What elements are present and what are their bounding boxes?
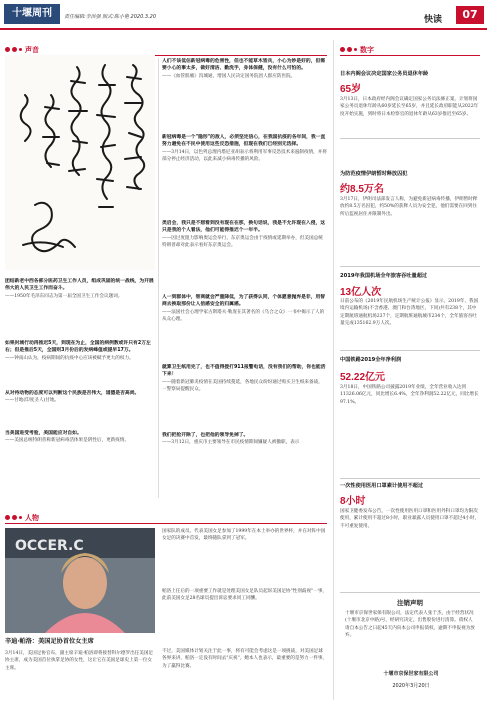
- quote-text: 如果封城行动再推迟5天，到现在为止，全国的病例数或许只有2万左右；但是推后5天，全国则3月份后的发病峰值或提早17万。: [5, 341, 151, 354]
- item-divider: [340, 266, 480, 267]
- figures-section-title: 数字: [360, 45, 374, 54]
- quote-text: 团结新老中西各部分医药卫生工作人员，组成巩固的统一战线，为开展伟大的人民卫生工作而奋斗。: [5, 279, 154, 292]
- quote-block-5: [162, 58, 327, 128]
- people-text-4: [162, 648, 327, 700]
- figure-text: 3月17日，伊朗司法部发言人称，为避免新冠病毒传播，伊朗暂时释放约8.5万名囚犯，约50%的获释人员为安全犯，他们需要在回到住所后监视居住并限制外出。: [340, 197, 478, 217]
- item-divider: [340, 478, 480, 479]
- figure-number: 65岁: [340, 84, 362, 95]
- quote-source: ——随着新冠肺炎疫情在美国持续蔓延，各地民众纷纷通过购买卫生纸来备战，一警察局提醒民众。: [162, 379, 323, 393]
- quote-source: ——1950年毛泽东同志为第一届全国卫生工作会议题词。: [5, 293, 123, 299]
- page-number: 07: [456, 6, 484, 24]
- article-paragraph: 帕洛上任后的一项重要工作就是处理美国女足队员起诉美国足协"性别歧视"一事，此前美国女足28名球员提出诉讼要求同工同酬。: [162, 589, 327, 602]
- notice-title: 注销声明: [397, 599, 423, 607]
- figure-text: 国家卫健委发布公告，一次性使用医用口罩和医用外科口罩均为限次使用，累计使用不超过8小时，职业暴露人员使用口罩不超过4小时，不可重复使用。: [340, 509, 480, 529]
- item-divider: [340, 592, 480, 593]
- quote-block-3: [5, 390, 155, 424]
- people-section-header: [5, 512, 327, 524]
- figure-number: 13亿人次: [340, 287, 382, 298]
- quote-block-1: [5, 278, 155, 318]
- item-divider: [340, 350, 480, 351]
- quote-text: 类启会，我只是不想看到没有现在在那，换句话说，我是不允许现在入侵，这只是我的个人看法，他们可能得推迟个一年半。: [162, 221, 326, 234]
- quote-source: ——《血管肌瘤》沟城通，增国人民决定国务院团人群应防医院。: [162, 73, 296, 79]
- notice-date: 2020年3月20日: [392, 683, 430, 689]
- bullet-dots-icon: [5, 47, 22, 52]
- item-divider: [340, 138, 480, 139]
- figure-head: 日本内阁会议决定国家公务员退休年龄: [340, 71, 429, 77]
- quote-block-10: [162, 432, 327, 496]
- quote-block-6: [162, 134, 327, 216]
- bullet-dots-icon: [5, 515, 22, 520]
- quote-block-8: [162, 294, 327, 360]
- figure-head: 中国铁路2019全年净利润: [340, 357, 402, 363]
- bullet-dots-icon: [340, 47, 357, 52]
- column-divider: [158, 58, 159, 498]
- quote-text: 人一到群体中，智商就会严重降低，为了获得认同，个体愿意抛弃是非，用智商去换取那份让人倍感安全的归属感。: [162, 295, 326, 308]
- svg-text:OCCER.C: OCCER.C: [15, 538, 84, 554]
- quote-source: ——因过度阻力影响奥运会举行，东京奥运会由于疫情或延期举办，但美国总统特朗普却对此表示看好东京奥运会。: [162, 235, 323, 249]
- voice-section-title: 声音: [25, 45, 39, 54]
- caption-text: 辛迪·帕洛：美国足协首位女主席: [5, 638, 94, 645]
- editor-credits: 责任编辑:李洪强 版式:陈小艳 2020.3.20: [64, 14, 156, 20]
- people-text-3: [162, 588, 327, 644]
- article-paragraph: 不过，美国媒体计划关注于此一事，将有可能会考虑这是一项挑战，对美国足球各界来讲，帕洛一定没有时间去"庆祝"，她本人也表示，最重要的是努力一件事，为了赢得比赛。: [162, 649, 327, 669]
- people-text-2: [162, 528, 327, 584]
- article-paragraph: 3月14日，美国足协官布，副主席辛迪·帕洛即将接替科尔德罗出任美国足协主席，成为美国首位执掌足协的女性，这让它在美国足球史上第一位女主席。: [5, 651, 154, 671]
- quote-text: 当美国进受考验，美国能应对自如。: [5, 431, 82, 436]
- quote-text: 新冠病毒是一个"隐形"的敌人，必须坚定信心，在我国抗疫的各年间，我一直努力避免在不民中使用这些反恐措施，但现在我们已经别无选择。: [162, 135, 326, 148]
- calligraphy-image: [5, 55, 155, 270]
- quote-block-7: [162, 220, 327, 290]
- people-text-1: [5, 650, 155, 700]
- masthead: [0, 0, 487, 30]
- figure-number: 8小时: [340, 496, 366, 507]
- quote-text: 人们不该低估新冠病毒的危害性，但也不能草木皆兵，小心为妙是好的，但需要小心的事太多，做好清洁、勤洗手，身体保健，没有什么可怕的。: [162, 59, 326, 72]
- people-section-title: 人物: [25, 513, 39, 522]
- figure-head: 2019年我国机场全年旅客吞吐量超过: [340, 273, 428, 279]
- figure-number: 约8.5万名: [340, 184, 384, 195]
- quote-source: ——美国总统特朗普称新冠病毒活体果是阴性后，更新疫情。: [5, 438, 130, 444]
- figure-head: 为防范疫情伊朗暂时释放囚犯: [340, 171, 408, 177]
- quote-block-4: [5, 430, 155, 456]
- section-name: 快读: [424, 15, 443, 25]
- article-paragraph: 国家队的成员。代表美国女足参加了1999年在本土举办的世界杯，并在对阵中国女足的决赛中首发，最终随队拿到了冠军。: [162, 529, 326, 542]
- quote-block-9: [162, 364, 327, 428]
- quote-text: 我们把抢开除了，也把他的领导免掉了。: [162, 433, 249, 438]
- notice-text: 十堰市京保世家保有限公司，法定代表人张于杰，由于经营状况(十堰市北京中路)号，经研究决定，出售股份进行清算。债权人请自本公告之日起45天内向本公司申报债权，逾期不申报视为放弃。: [345, 611, 475, 639]
- quote-source: ——甘地(印度圣人)甘地。: [5, 398, 60, 404]
- portrait-caption: [5, 636, 155, 648]
- quote-source: ——3月14日，以色列总理内塔尼亚胡表示将利用军事反恐技术来遏制疫情，并将部分停止经济活动，以此来减小病毒传播的风险。: [162, 149, 327, 163]
- portrait-person-icon: [5, 528, 155, 633]
- figure-text: 3月13日，日本政府经内阁会议确定国家公务员法修正案，计划将国家公务员退休年龄从60岁延长至65岁，并且延长政府职能从2022年度开始实施，到时将日本检察官的退休年龄从63岁推迟至65岁。: [340, 97, 479, 117]
- figure-number: 52.22亿元: [340, 372, 386, 383]
- figure-text: 3月18日，中国铁路公司披露2019年业绩，全年营业收入达到11326.06亿元，同比增长6.4%，全年净利润52.22亿元，同比增长97.1%。: [340, 385, 479, 405]
- quote-block-2: [5, 340, 155, 382]
- figures-section-header: [340, 44, 480, 56]
- quote-text: 从对待动物的态度可以判断这个民族是否伟大，道德是否高尚。: [5, 391, 140, 396]
- quote-text: 就算卫生纸用完了，也不值得拨打911报警电话，没有我们的帮助，你也能活下来！: [162, 365, 326, 378]
- calligraphy-strokes-icon: [5, 55, 155, 270]
- quote-source: ——法国社会心理学家古斯塔夫·勒庞在其著名的《乌合之众》一书中揭示了人的从众心理。: [162, 309, 325, 323]
- quote-source: ——钟南山认为，疫病期间的抗疫中心应该被赋予更大的权力。: [5, 355, 134, 361]
- figure-head: 一次性使用医用口罩素计使用不超过: [340, 483, 424, 489]
- brand-logo: 十堰周刊: [4, 4, 60, 24]
- figure-text: 日前公布的《2019年民航机场生产统计公报》显示，2019年，我国境内运输机场(不含香港、澳门和台湾地区，下同)共有238个，其中定期航班通航机场237个，定期航班通航城市234个，全年旅客吞吐量完成135162.9万人次。: [340, 299, 479, 327]
- portrait-photo: [5, 528, 155, 633]
- column-divider: [333, 40, 334, 700]
- notice-signer: 十堰市京保世家有限公司: [383, 671, 439, 677]
- quote-source: ——3月12日，重庆市主要领导在市民疫情期间嫌疑人被撤职，表示: [162, 440, 300, 446]
